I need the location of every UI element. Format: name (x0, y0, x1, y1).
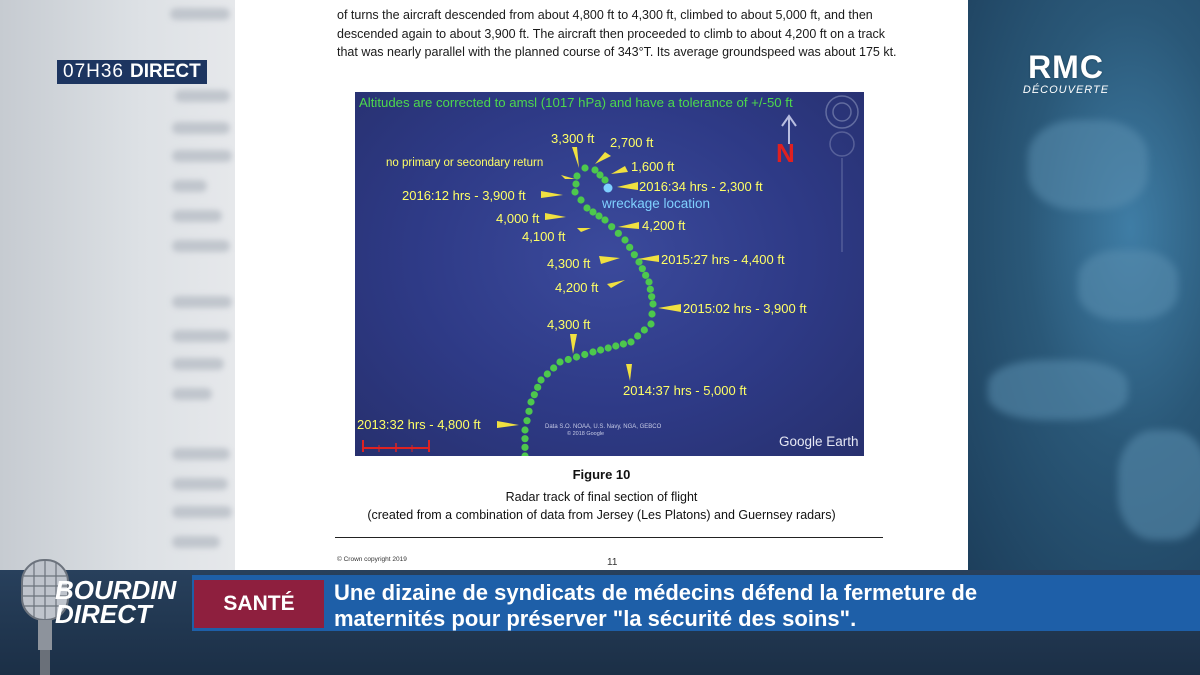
arrow-icon (497, 421, 519, 428)
track-point (626, 244, 633, 251)
track-point (597, 346, 604, 353)
radar-track-map (355, 92, 864, 456)
broadcast-time: 07H36 (57, 60, 130, 84)
figure-banner: Altitudes are corrected to amsl (1017 hPa) and have a tolerance of +/-50 ft (359, 95, 793, 110)
track-point (521, 452, 528, 456)
track-point (649, 300, 656, 307)
track-point (531, 391, 538, 398)
arrow-icon (618, 222, 639, 229)
label-2015-02: 2015:02 hrs - 3,900 ft (683, 301, 807, 316)
show-logo (55, 575, 177, 629)
track-point (612, 342, 619, 349)
track-point (589, 348, 596, 355)
track-point (631, 251, 638, 258)
track-point (527, 398, 534, 405)
arrow-icon (561, 175, 575, 179)
label-4300-b: 4,300 ft (547, 317, 591, 332)
figure-caption-line2: (created from a combination of data from Jersey (Les Platons) and Guernsey radars) (367, 508, 836, 522)
track-point (648, 293, 655, 300)
track-point (647, 286, 654, 293)
track-point (571, 188, 578, 195)
google-earth-logo: Google Earth (779, 434, 859, 449)
track-point (642, 272, 649, 279)
track-point (521, 444, 528, 451)
background-left (0, 0, 235, 570)
headline-line2: maternités pour préserver "la sécurité des soins". (334, 606, 857, 631)
track-point (601, 216, 608, 223)
arrow-icon (570, 334, 577, 354)
track-point (534, 384, 541, 391)
document-page (235, 0, 968, 570)
data-attribution: Data S.O. NOAA, U.S. Navy, NGA, GEBCO (545, 424, 662, 430)
track-point (634, 332, 641, 339)
arrow-icon (658, 304, 681, 312)
label-2013-32: 2013:32 hrs - 4,800 ft (357, 417, 481, 432)
track-point (573, 353, 580, 360)
arrow-icon (607, 280, 625, 288)
label-1600: 1,600 ft (631, 159, 675, 174)
arrow-icon (541, 191, 563, 198)
wreckage-marker-icon (604, 184, 613, 193)
arrow-icon (595, 152, 611, 164)
label-4300-a: 4,300 ft (547, 256, 591, 271)
track-point (627, 338, 634, 345)
track-point (620, 340, 627, 347)
track-point (645, 278, 652, 285)
image-credit: © 2018 Google (567, 431, 605, 437)
arrow-icon (572, 147, 579, 168)
label-2015-27: 2015:27 hrs - 4,400 ft (661, 252, 785, 267)
track-point (537, 376, 544, 383)
channel-subname: DÉCOUVERTE (1022, 84, 1110, 96)
label-4200-b: 4,200 ft (555, 280, 599, 295)
track-point (556, 358, 563, 365)
label-2700: 2,700 ft (610, 135, 654, 150)
track-point (605, 344, 612, 351)
track-point (525, 408, 532, 415)
track-point (589, 208, 596, 215)
live-badge (57, 60, 207, 84)
label-4200-a: 4,200 ft (642, 218, 686, 233)
track-point (583, 204, 590, 211)
show-name-line1: BOURDIN (55, 575, 177, 605)
label-4000: 4,000 ft (496, 211, 540, 226)
arrow-icon (611, 166, 628, 174)
headline-line1: Une dizaine de syndicats de médecins défend la fermeture de (334, 580, 978, 605)
north-label: N (776, 138, 795, 168)
label-2014-37: 2014:37 hrs - 5,000 ft (623, 383, 747, 398)
track-point (615, 230, 622, 237)
radar-track-svg (355, 92, 864, 456)
category-tag: SANTÉ (194, 580, 324, 628)
track-point (641, 326, 648, 333)
track-point (521, 435, 528, 442)
label-3300: 3,300 ft (551, 131, 595, 146)
track-point (595, 212, 602, 219)
wreckage-label: wreckage location (602, 196, 711, 211)
track-point (608, 223, 615, 230)
figure-caption-line1: Radar track of final section of flight (505, 490, 698, 504)
label-2016-12: 2016:12 hrs - 3,900 ft (402, 188, 526, 203)
arrow-icon (599, 256, 620, 264)
page-number: 11 (607, 557, 618, 568)
track-point (565, 356, 572, 363)
track-point (621, 236, 628, 243)
channel-name: RMC (1028, 49, 1104, 85)
arrow-icon (577, 228, 591, 232)
track-point (581, 164, 588, 171)
track-point (521, 426, 528, 433)
track-point (577, 196, 584, 203)
news-headline (334, 580, 977, 632)
track-point (572, 180, 579, 187)
track-point (550, 364, 557, 371)
track-point (601, 176, 608, 183)
track-point (639, 265, 646, 272)
track-point (647, 320, 654, 327)
track-point (573, 172, 580, 179)
label-4100: 4,100 ft (522, 229, 566, 244)
track-point (544, 370, 551, 377)
arrow-icon (545, 213, 566, 220)
figure-title: Figure 10 (572, 467, 631, 482)
arrow-icon (626, 364, 632, 381)
track-point (523, 417, 530, 424)
show-name-line2: DIRECT (55, 599, 152, 629)
track-point (581, 351, 588, 358)
label-no-return: no primary or secondary return (386, 157, 544, 169)
arrow-icon (617, 182, 638, 190)
footer-rule (335, 537, 883, 538)
live-label: DIRECT (130, 60, 207, 84)
label-2016-34: 2016:34 hrs - 2,300 ft (639, 179, 763, 194)
channel-logo (1020, 50, 1112, 96)
copyright-note: © Crown copyright 2019 (337, 556, 407, 563)
track-point (648, 310, 655, 317)
report-paragraph: of turns the aircraft descended from about 4,800 ft to 4,300 ft, climbed to about 5,000 ft, and then descended again to about 3,900 ft. The aircraft then proceeded to climb to about 4,200 ft on a track that was nearly parallel with the planned course of 343°T. Its average groundspeed was about 175 kt. (337, 8, 897, 60)
